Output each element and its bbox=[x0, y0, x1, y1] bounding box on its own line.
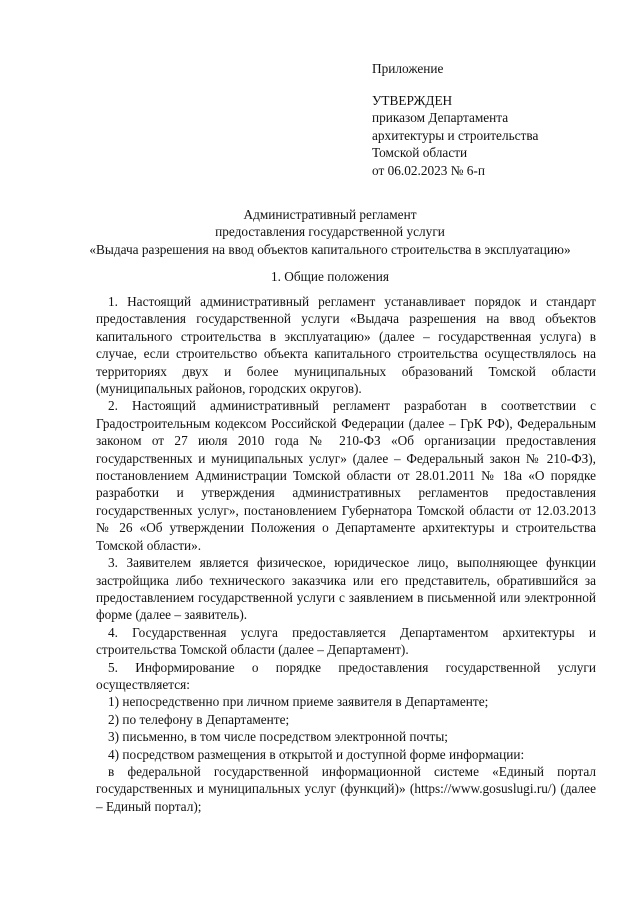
approval-line: от 06.02.2023 № 6-п bbox=[372, 162, 485, 178]
paragraph: 5. Информирование о порядке предоставления государственной услуги осуществляется: bbox=[96, 659, 596, 692]
paragraph: 3. Заявителем является физическое, юридическое лицо, выполняющее функции застройщика либо технического заказчика или его представитель, обратившийся за предоставлением государственной услуги с заявлением в письменной или электронной форме (далее – заявитель). bbox=[96, 555, 596, 623]
paragraph: 2. Настоящий административный регламент разработан в соответствии с Градостроительным кодексом Российской Федерации (далее – ГрК РФ), Федеральным законом от 27 июля 2010 года № 210-ФЗ «Об организации предоставления государственных и муниципальных услуг» (далее – Федеральный закон № 210-ФЗ), постановлением Администрации Томской области от 28.01.2011 № 18а «О порядке разработки и утверждения административных регламентов предоставления государственных услуг», постановлением Губернатора Томской области от 12.03.2013 № 26 «Об утверждении Положения о Департаменте архитектуры и строительства Томской области». bbox=[96, 398, 596, 553]
document-body bbox=[96, 293, 596, 815]
list-item: 1) непосредственно при личном приеме заявителя в Департаменте; bbox=[108, 694, 489, 710]
document-title bbox=[60, 206, 600, 258]
title-line: предоставления государственной услуги bbox=[215, 224, 445, 240]
approval-stamp bbox=[372, 92, 538, 179]
title-line: «Выдача разрешения на ввод объектов капитального строительства в эксплуатацию» bbox=[89, 241, 571, 257]
list-item: 2) по телефону в Департаменте; bbox=[108, 711, 290, 727]
paragraph: в федеральной государственной информационной системе «Единый портал государственных и муниципальных услуг (функций)» (https://www.gosuslugi.ru/) (далее – Единый портал); bbox=[96, 763, 596, 814]
title-line: Административный регламент bbox=[243, 207, 417, 222]
approval-line: приказом Департамента bbox=[372, 110, 509, 126]
approval-line: УТВЕРЖДЕН bbox=[372, 93, 453, 108]
paragraph: 1. Настоящий административный регламент устанавливает порядок и стандарт предоставления государственной услуги «Выдача разрешения на ввод объектов капитального строительства в эксплуатацию» (далее – государственная услуга) в случае, если строительство объекта капитального строительства осуществлялось на территориях двух и более муниципальных образований Томской области (муниципальных районов, городских округов). bbox=[96, 294, 596, 397]
list-item: 3) письменно, в том числе посредством электронной почты; bbox=[108, 729, 448, 745]
paragraph: 4. Государственная услуга предоставляется Департаментом архитектуры и строительства Томской области (далее – Департамент). bbox=[96, 624, 596, 658]
appendix-label: Приложение bbox=[372, 61, 444, 76]
approval-line: Томской области bbox=[372, 145, 468, 161]
list-item: 4) посредством размещения в открытой и доступной форме информации: bbox=[108, 746, 525, 762]
approval-line: архитектуры и строительства bbox=[372, 127, 539, 143]
section-heading: 1. Общие положения bbox=[270, 269, 390, 284]
